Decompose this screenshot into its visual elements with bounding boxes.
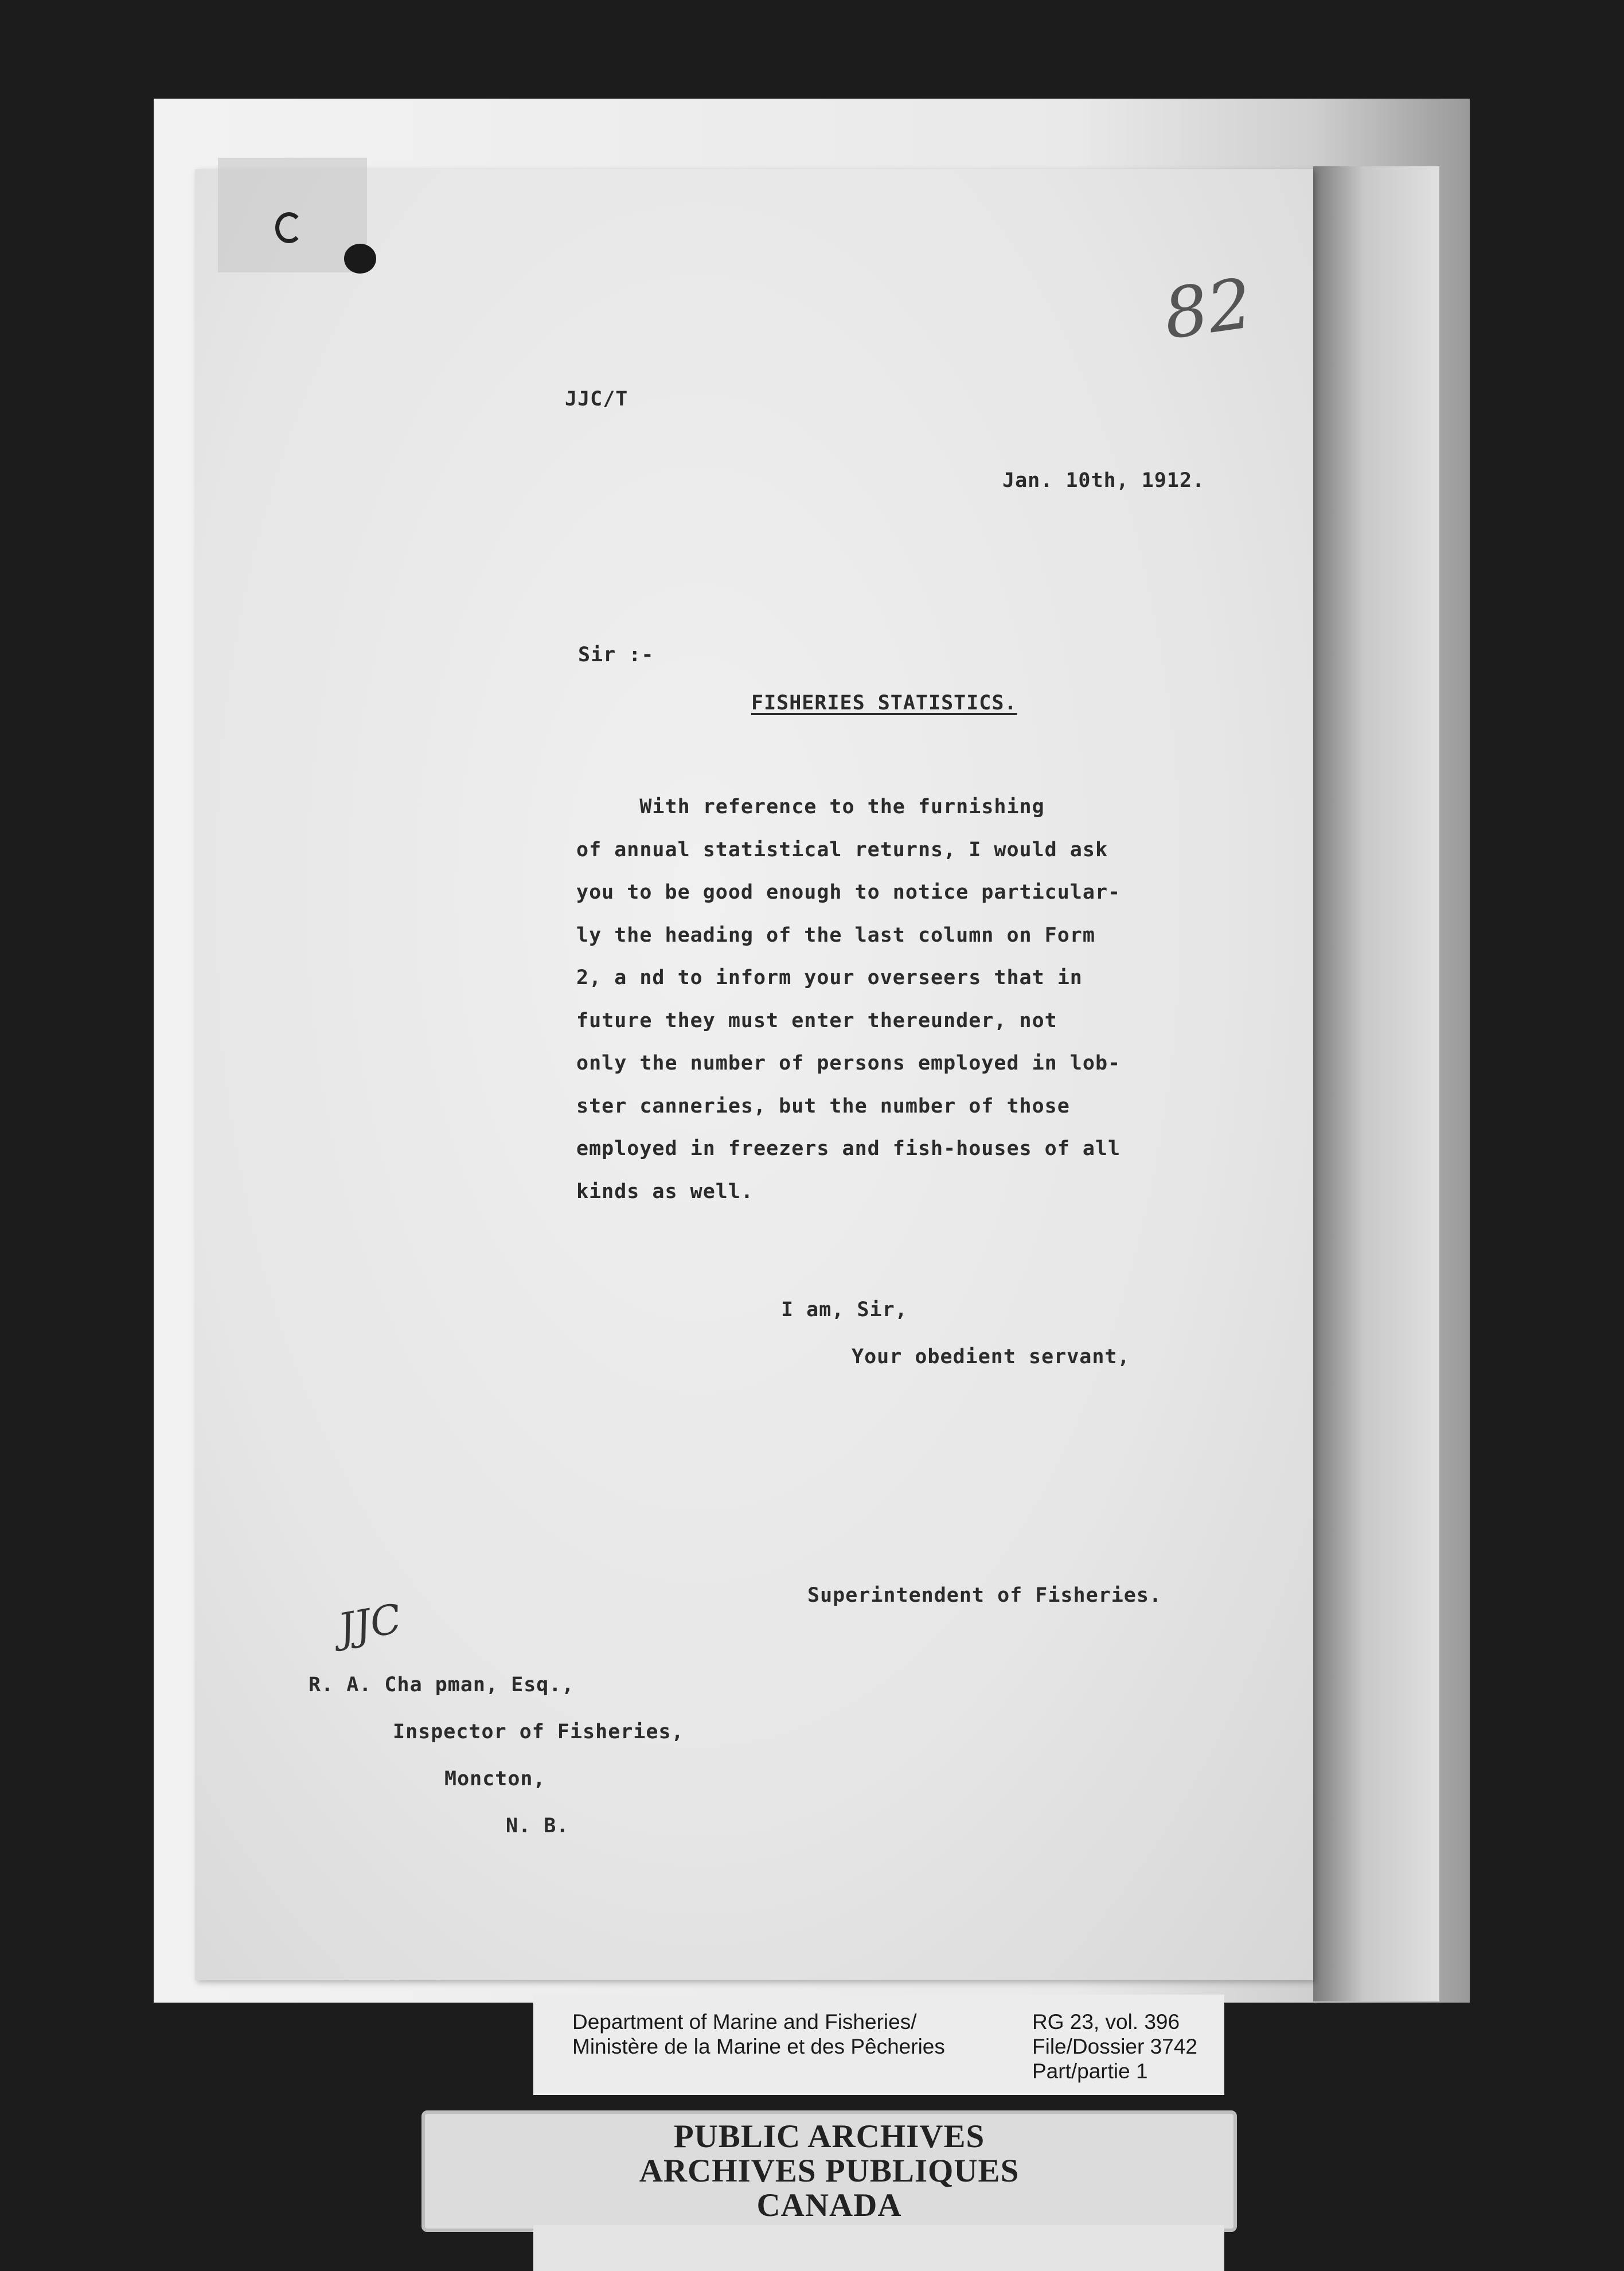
- label-dept-en: Department of Marine and Fisheries/: [572, 2010, 917, 2034]
- punch-hole-icon: [344, 244, 376, 274]
- archive-label: [533, 1995, 1224, 2095]
- label-dept-fr: Ministère de la Marine et des Pêcheries: [572, 2035, 945, 2058]
- closing-line-2: Your obedient servant,: [852, 1345, 1130, 1368]
- signature-title: Superintendent of Fisheries.: [807, 1584, 1162, 1607]
- binder-ring-icon: [275, 212, 303, 243]
- page-edge-shadow: [1313, 166, 1439, 2001]
- body-line: ly the heading of the last column on Form: [576, 923, 1095, 947]
- letter-heading: FISHERIES STATISTICS.: [751, 692, 1017, 715]
- archive-stamp: [421, 2110, 1237, 2232]
- body-line: employed in freezers and fish-houses of all: [576, 1137, 1121, 1160]
- letter-date: Jan. 10th, 1912.: [1002, 469, 1205, 492]
- label-part: Part/partie 1: [1032, 2059, 1148, 2083]
- closing-line-1: I am, Sir,: [781, 1298, 908, 1321]
- addressee-name: R. A. Cha pman, Esq.,: [309, 1673, 575, 1696]
- handwritten-initials: JJC: [334, 1595, 405, 1652]
- body-line: only the number of persons employed in lob-: [576, 1052, 1121, 1075]
- body-line: 2, a nd to inform your overseers that in: [576, 966, 1083, 989]
- label-department: [572, 2009, 945, 2059]
- label-reference: [1032, 2009, 1197, 2083]
- body-line: kinds as well.: [576, 1180, 754, 1203]
- body-line: ster canneries, but the number of those: [576, 1094, 1070, 1118]
- letter-body: [576, 786, 1121, 1213]
- salutation: Sir :-: [578, 643, 654, 666]
- body-line: future they must enter thereunder, not: [576, 1009, 1057, 1032]
- body-line: you to be good enough to notice particular-: [576, 881, 1121, 904]
- body-line: of annual statistical returns, I would ask: [576, 838, 1108, 861]
- body-line: With reference to the furnishing: [576, 795, 1045, 818]
- addressee-province: N. B.: [506, 1815, 569, 1837]
- addressee-city: Moncton,: [444, 1767, 546, 1790]
- stamp-line-1: PUBLIC ARCHIVES: [673, 2118, 985, 2155]
- stamp-line-3: CANADA: [756, 2187, 902, 2223]
- addressee-title: Inspector of Fisheries,: [393, 1720, 684, 1743]
- label-record-group: RG 23, vol. 396: [1032, 2010, 1180, 2034]
- label-card-bottom: [533, 2225, 1224, 2271]
- label-file: File/Dossier 3742: [1032, 2035, 1197, 2058]
- page-number: 82: [1159, 264, 1257, 355]
- stamp-line-2: ARCHIVES PUBLIQUES: [639, 2153, 1020, 2189]
- reference-code: JJC/T: [565, 388, 628, 411]
